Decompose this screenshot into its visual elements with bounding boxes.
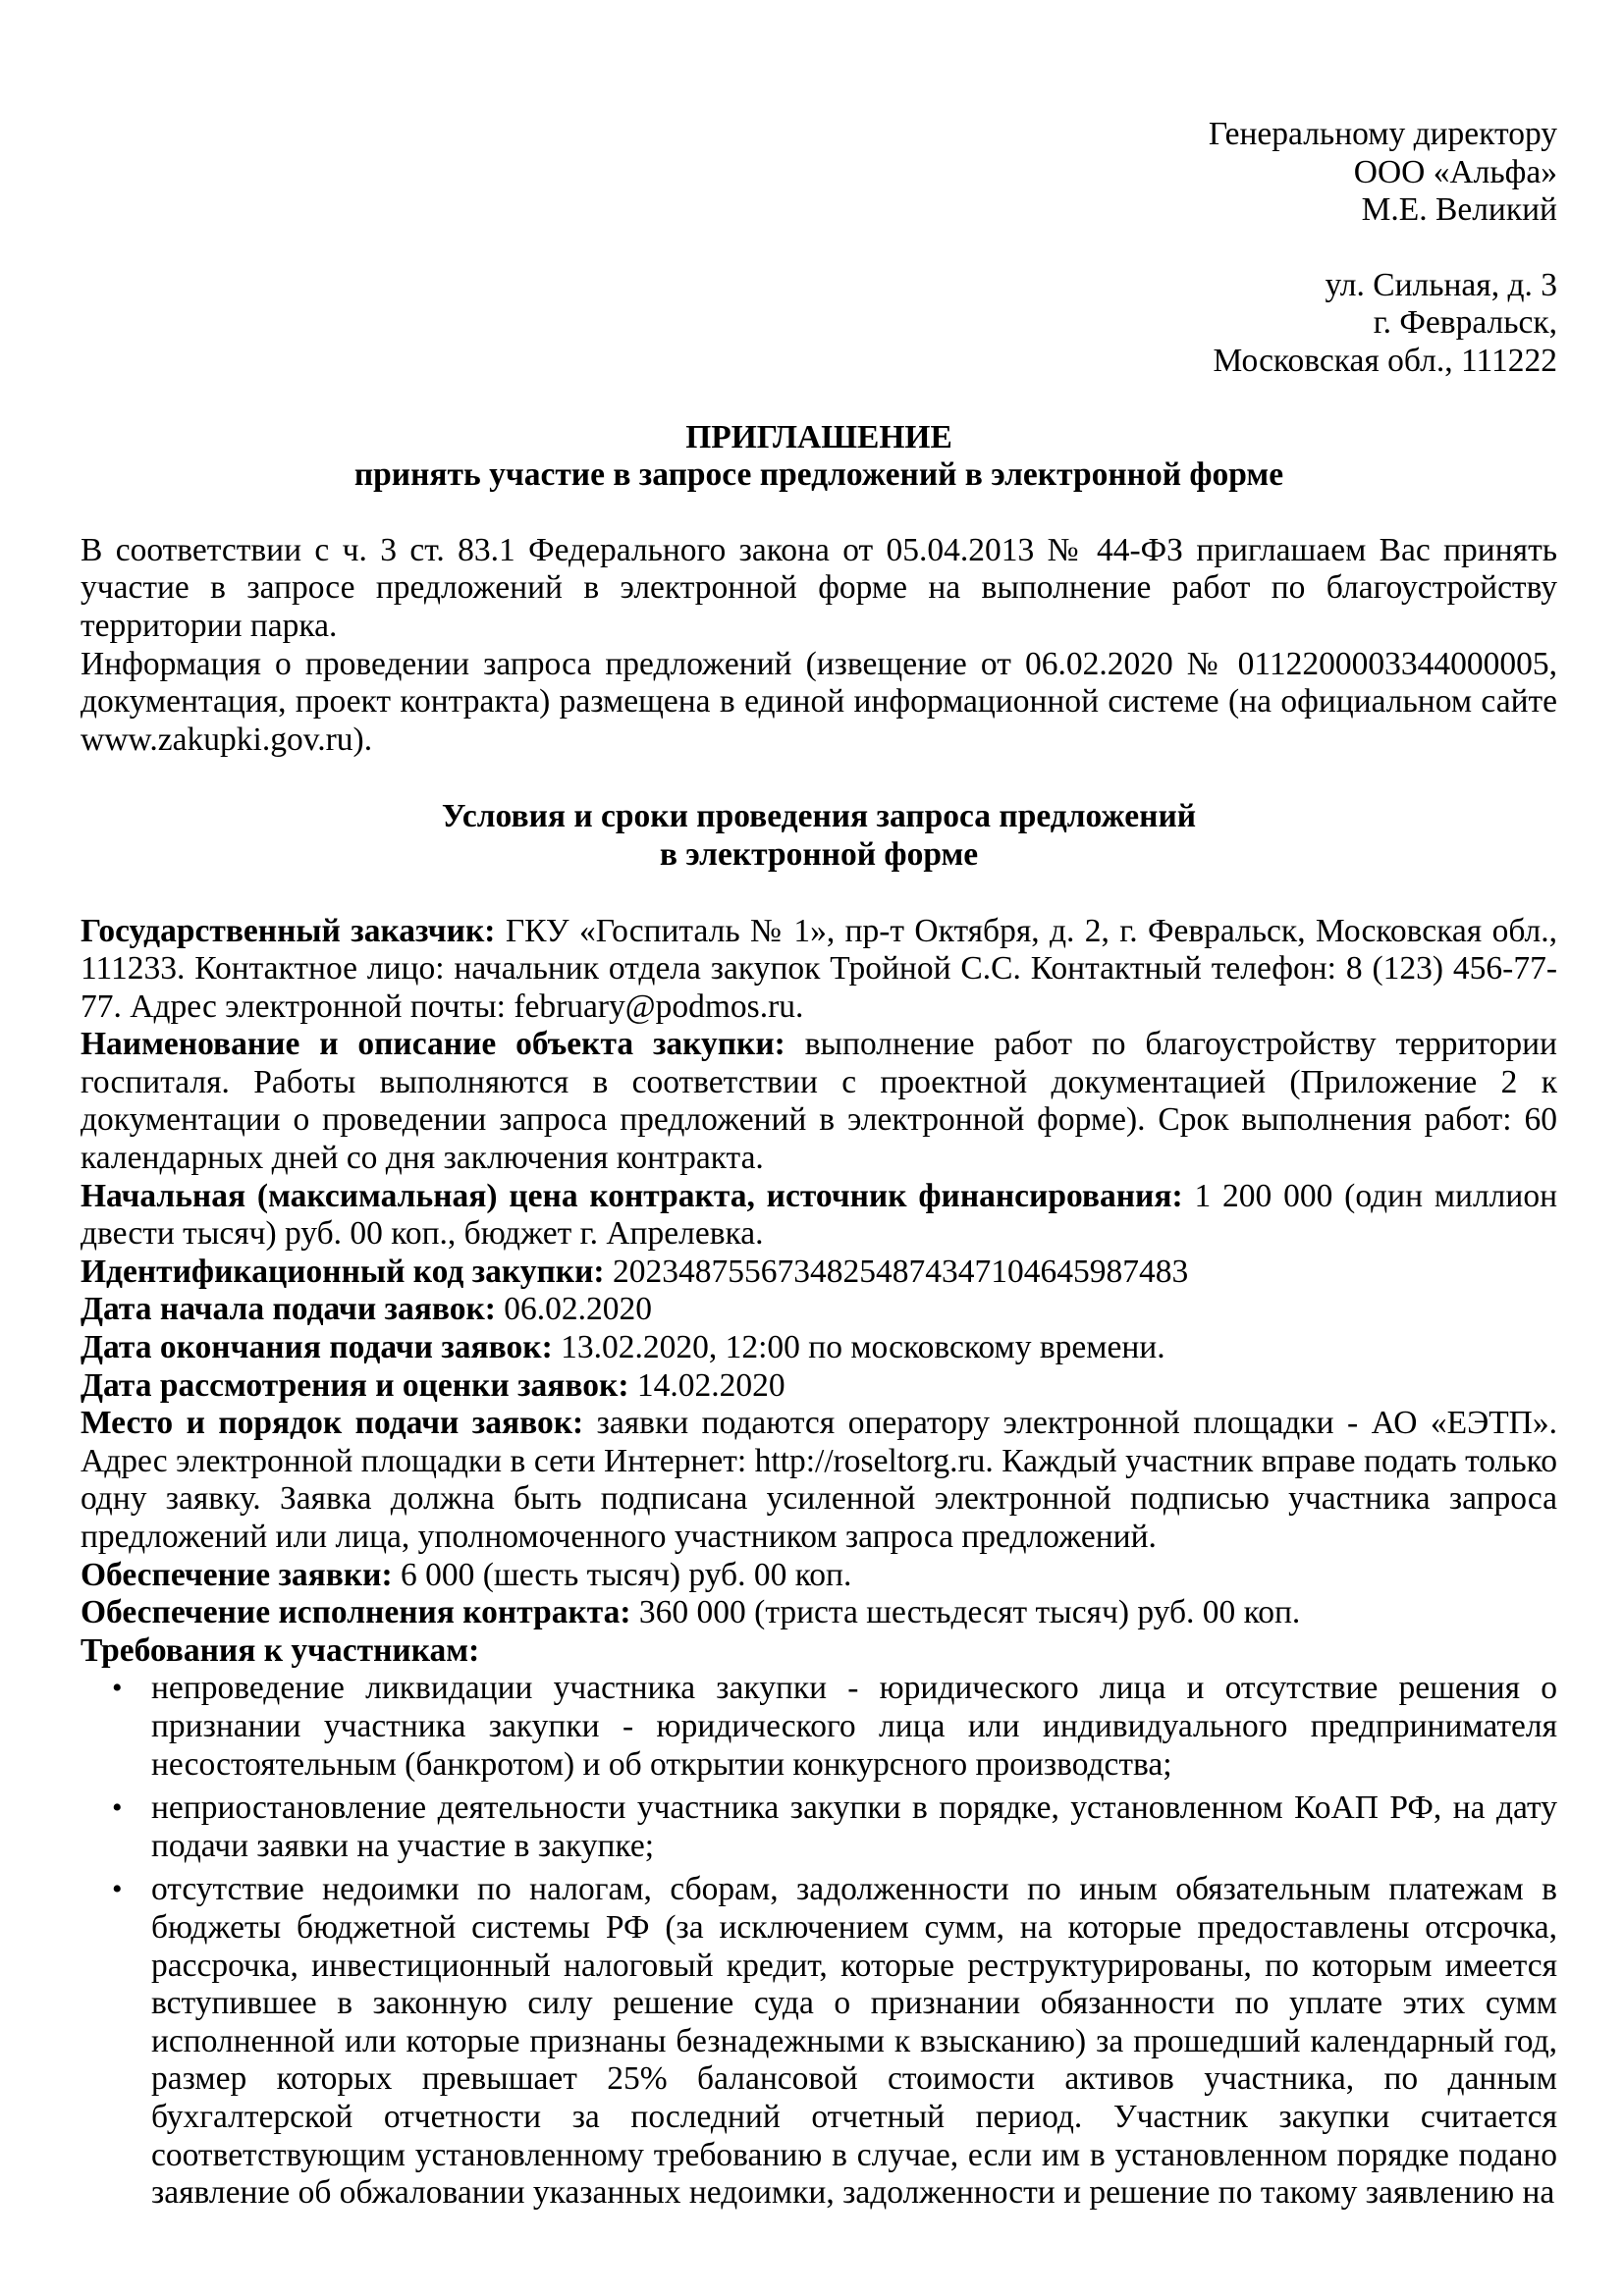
field-label: Государственный заказчик: [81,912,496,949]
recipient-region: Московская обл., 111222 [1213,342,1557,379]
title-main: ПРИГЛАШЕНИЕ [685,418,952,455]
bullet-icon: • [112,1791,123,1825]
recipient-block [81,116,1557,381]
recipient-city: г. Февральск, [1373,304,1557,342]
document-title [81,419,1557,495]
field-label: Обеспечение заявки: [81,1556,393,1593]
field-label: Начальная (максимальная) цена контракта, источник финансирования: [81,1177,1183,1214]
field-label: Наименование и описание объекта закупки: [81,1026,785,1063]
field-bid-security [81,1557,1557,1595]
field-place [81,1405,1557,1556]
field-start-date [81,1291,1557,1329]
field-value: 360 000 (триста шестьдесят тысяч) руб. 00 коп. [638,1594,1301,1631]
field-value: 14.02.2020 [636,1366,785,1404]
recipient-name: М.Е. Великий [1361,191,1557,229]
list-item [112,1670,1557,1784]
field-contract-security [81,1594,1557,1632]
bullet-icon: • [112,1672,123,1705]
conditions-list [81,913,1557,2213]
recipient-company: ООО «Альфа» [1353,153,1557,190]
field-value: 1 200 000 (один миллион двести тысяч) руб. 00 коп., бюджет г. Апрелевка. [81,1177,1557,1253]
field-price [81,1178,1557,1254]
requirements-title: Требования к участникам: [81,1631,480,1669]
field-value: выполнение работ по благоустройству территории госпиталя. Работы выполняются в соответствии с проектной документацией (Приложение 2 к документации о проведении запроса предложений в электронной форме). Срок выполнения работ: 60 календарных дней со дня заключения контракта. [81,1026,1557,1177]
bullet-icon: • [112,1873,123,1906]
field-value: заявки подаются оператору электронной площадки - АО «ЕЭТП». Адрес электронной площадки в сети Интернет: http://roseltorg.ru. Каждый участник вправе подать только одну заявку. Заявка должна быть подписана усиленной электронной подписью участника запроса предложений или лица, уполномоченного участником запроса предложений. [81,1405,1557,1555]
requirements-list [81,1670,1557,2212]
recipient-position: Генеральному директору [1208,116,1557,152]
list-item [112,1789,1557,1865]
recipient-street: ул. Сильная, д. 3 [1325,266,1557,303]
intro-text [81,532,1557,760]
document-page [81,116,1557,2218]
field-label: Идентификационный код закупки: [81,1253,605,1290]
section-title-line-2: в электронной форме [659,835,979,873]
field-object [81,1026,1557,1177]
section-title-line-1: Условия и сроки проведения запроса предложений [441,798,1197,835]
field-label: Место и порядок подачи заявок: [81,1405,584,1442]
list-item [112,1871,1557,2212]
list-item-text: неприостановление деятельности участника закупки в порядке, установленном КоАП РФ, на дату подачи заявки на участие в закупке; [151,1789,1557,1864]
field-value: 06.02.2020 [504,1291,653,1328]
intro-paragraph-1: В соответствии с ч. 3 ст. 83.1 Федерального закона от 05.04.2013 № 44-ФЗ приглашаем Вас принять участие в запросе предложений в электронной форме на выполнение работ по благоустройству территории парка. [81,531,1557,644]
field-customer [81,913,1557,1027]
field-label: Дата окончания подачи заявок: [81,1329,553,1366]
section-title [81,798,1557,874]
field-value: 202348755673482548743471046459874​83 [612,1253,1189,1290]
list-item-text: непроведение ликвидации участника закупки - юридического лица и отсутствие решения о признании участника закупки - юридического лица или индивидуального предпринимателя несостоятельным (банкротом) и об открытии конкурсного производства; [151,1670,1557,1783]
intro-paragraph-2: Информация о проведении запроса предложений (извещение от 06.02.2020 № 0112200003344000005, документация, проект контракта) размещена в единой информационной системе (на официальном сайте www.zakupki.gov.ru). [81,645,1557,758]
list-item-text: отсутствие недоимки по налогам, сборам, задолженности по иным обязательным платежам в бюджеты бюджетной системы РФ (за исключением сумм, на которые предоставлены отсрочка, рассрочка, инвестиционный налоговый кредит, которые реструктурированы, по которым имеется вступившее в законную силу решение суда о признании обязанности по уплате этих сумм исполненной или которые признаны безнадежными к взысканию) за прошедший календарный год, размер которых превышает 25% балансовой стоимости активов участника, по данным бухгалтерской отчетности за последний отчетный период. Участник закупки считается соответствующим установленному требованию в случае, если им в установленном порядке подано заявление об обжаловании указанных недоимки, задолженности и решение по такому заявлению на [151,1871,1557,2212]
field-value: ГКУ «Госпиталь № 1», пр-т Октября, д. 2, г. Февральск, Московская обл., 111233. Контактное лицо: начальник отдела закупок Тройной С.С. Контактный телефон: 8 (123) 456-77-77. Адрес электронной почты: february@podmos.ru. [81,912,1557,1025]
field-value: 6 000 (шесть тысяч) руб. 00 коп. [401,1556,852,1593]
field-label: Дата рассмотрения и оценки заявок: [81,1366,629,1404]
field-label: Дата начала подачи заявок: [81,1291,496,1328]
field-value: 13.02.2020, 12:00 по московскому времени. [561,1329,1165,1366]
field-review-date [81,1367,1557,1406]
field-code [81,1254,1557,1292]
field-end-date [81,1329,1557,1367]
field-label: Обеспечение исполнения контракта: [81,1594,631,1631]
title-sub: принять участие в запросе предложений в электронной форме [353,456,1284,494]
